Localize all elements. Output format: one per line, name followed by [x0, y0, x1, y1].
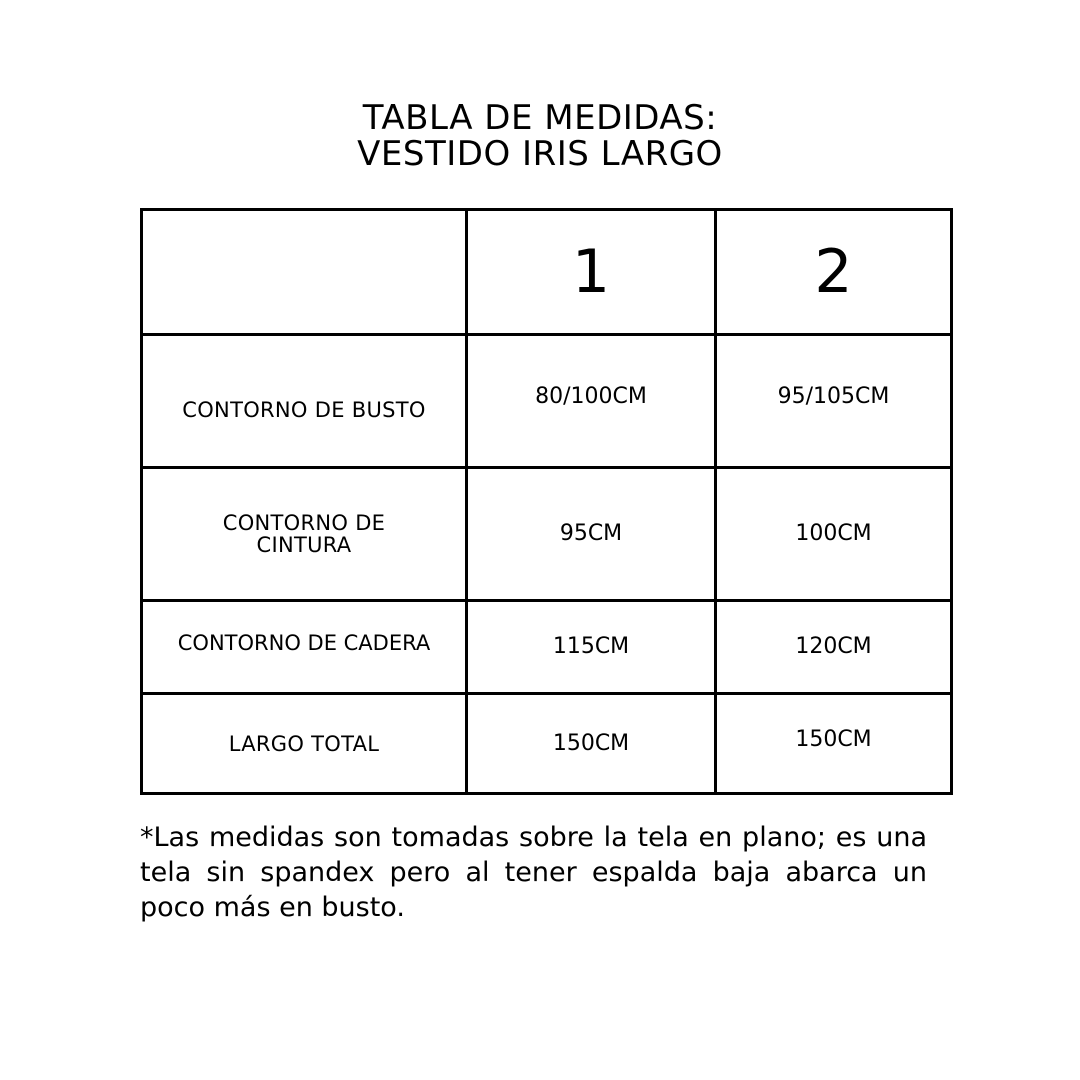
table-header-row	[142, 210, 952, 335]
size-chart-table	[140, 208, 953, 795]
empty-header-cell	[142, 210, 467, 335]
row-label-cell	[142, 601, 467, 694]
value-cell	[467, 468, 716, 601]
table-row	[142, 694, 952, 794]
value-cell	[716, 601, 952, 694]
row-label-cell	[142, 694, 467, 794]
value-cell	[467, 601, 716, 694]
table-row	[142, 601, 952, 694]
cadera-size-1: 115CM	[552, 634, 630, 659]
value-cell	[716, 468, 952, 601]
row-label-cell	[142, 468, 467, 601]
title-line-2: VESTIDO IRIS LARGO	[357, 134, 723, 174]
largo-label: LARGO TOTAL	[228, 731, 380, 756]
size-2-label: 2	[814, 237, 853, 307]
cintura-size-1: 95CM	[559, 521, 623, 546]
cintura-size-2: 100CM	[795, 521, 872, 546]
table-row	[142, 335, 952, 468]
cintura-label-line-2: CINTURA	[256, 533, 352, 557]
cadera-label: CONTORNO DE CADERA	[177, 631, 431, 655]
size-header-cell	[467, 210, 716, 335]
busto-size-1: 80/100CM	[535, 384, 647, 409]
value-cell	[467, 694, 716, 794]
title-line-1: TABLA DE MEDIDAS:	[362, 98, 718, 138]
largo-size-1: 150CM	[552, 730, 630, 756]
value-cell	[467, 335, 716, 468]
page-title	[0, 100, 1080, 172]
size-header-cell	[716, 210, 952, 335]
size-1-label: 1	[571, 237, 611, 307]
value-cell	[716, 694, 952, 794]
table-row	[142, 468, 952, 601]
footnote: *Las medidas son tomadas sobre la tela en plano; es una tela sin spandex pero al tener espalda baja abarca un poco más en busto.	[140, 822, 927, 923]
cadera-size-2: 120CM	[795, 634, 872, 659]
cintura-label-line-1: CONTORNO DE	[222, 511, 386, 535]
busto-label: CONTORNO DE BUSTO	[182, 398, 426, 422]
value-cell	[716, 335, 952, 468]
largo-size-2: 150CM	[795, 726, 872, 752]
busto-size-2: 95/105CM	[777, 384, 890, 409]
row-label-cell	[142, 335, 467, 468]
